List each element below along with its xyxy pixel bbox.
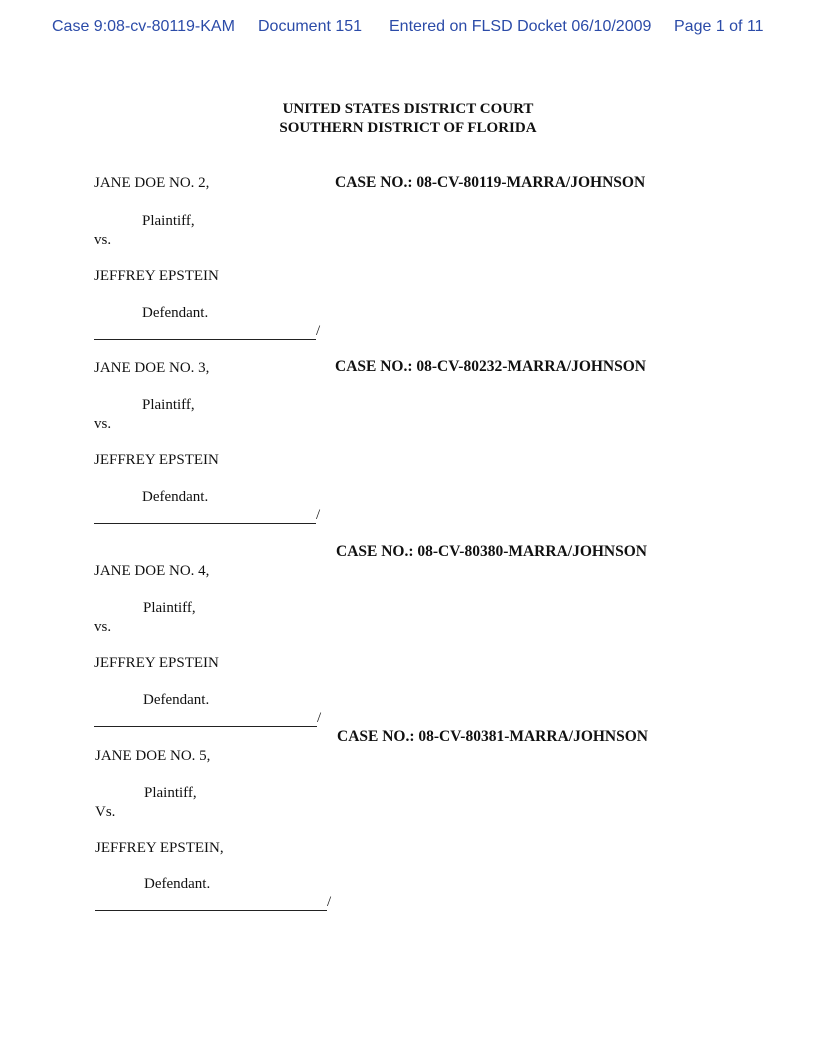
versus-label: vs.	[94, 232, 112, 248]
caption-rule	[94, 523, 316, 524]
defendant-name: JEFFREY EPSTEIN	[94, 452, 219, 468]
defendant-label: Defendant.	[144, 876, 211, 892]
plaintiff-name: JANE DOE NO. 2,	[94, 175, 210, 191]
docket-header	[0, 18, 816, 38]
case-number: CASE NO.: 08-CV-80119-MARRA/JOHNSON	[335, 174, 646, 191]
caption-rule	[94, 339, 316, 340]
header-entered-date: Entered on FLSD Docket 06/10/2009	[389, 18, 652, 35]
case-number: CASE NO.: 08-CV-80381-MARRA/JOHNSON	[337, 728, 648, 745]
versus-label: vs.	[94, 619, 112, 635]
plaintiff-label: Plaintiff,	[142, 213, 195, 229]
defendant-name: JEFFREY EPSTEIN	[94, 268, 219, 284]
defendant-label: Defendant.	[142, 305, 209, 321]
header-case-number: Case 9:08-cv-80119-KAM	[52, 18, 235, 35]
defendant-label: Defendant.	[143, 692, 210, 708]
defendant-label: Defendant.	[142, 489, 209, 505]
case-number: CASE NO.: 08-CV-80232-MARRA/JOHNSON	[335, 358, 646, 375]
versus-label: vs.	[94, 416, 112, 432]
caption-rule	[94, 726, 317, 727]
versus-label: Vs.	[95, 804, 116, 820]
caption-rule	[95, 910, 327, 911]
defendant-name: JEFFREY EPSTEIN	[94, 655, 219, 671]
case-number: CASE NO.: 08-CV-80380-MARRA/JOHNSON	[336, 543, 647, 560]
plaintiff-label: Plaintiff,	[142, 397, 195, 413]
caption-slash: /	[316, 507, 321, 523]
caption-slash: /	[316, 323, 321, 339]
defendant-name: JEFFREY EPSTEIN,	[95, 840, 224, 856]
plaintiff-label: Plaintiff,	[143, 600, 196, 616]
header-document-number: Document 151	[258, 18, 363, 35]
caption-slash: /	[317, 710, 322, 726]
plaintiff-name: JANE DOE NO. 3,	[94, 360, 210, 376]
caption-slash: /	[327, 894, 332, 910]
header-page-count: Page 1 of 11	[674, 18, 764, 35]
court-district: SOUTHERN DISTRICT OF FLORIDA	[279, 120, 537, 136]
plaintiff-label: Plaintiff,	[144, 785, 197, 801]
court-name: UNITED STATES DISTRICT COURT	[282, 101, 534, 117]
plaintiff-name: JANE DOE NO. 5,	[95, 748, 211, 764]
plaintiff-name: JANE DOE NO. 4,	[94, 563, 210, 579]
